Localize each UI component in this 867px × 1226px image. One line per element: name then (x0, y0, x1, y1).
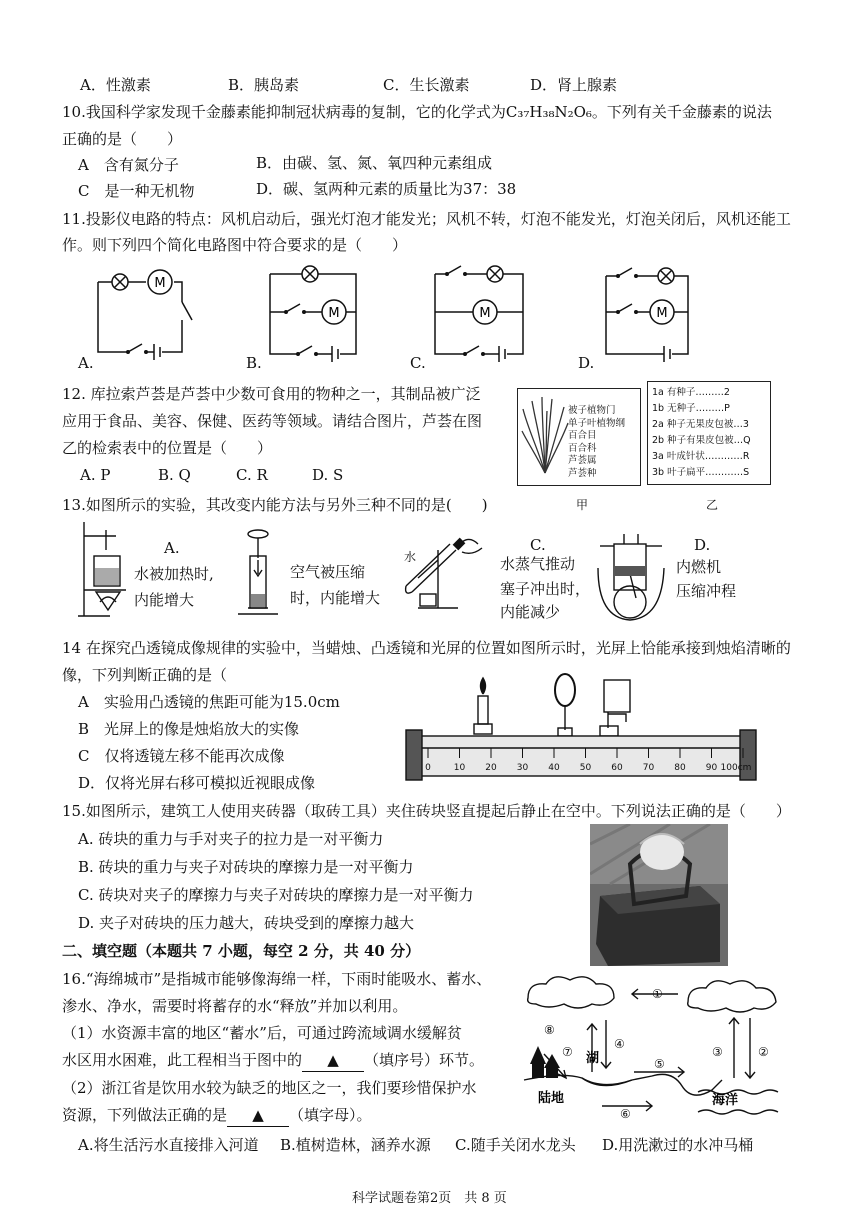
tick-30: 30 (516, 763, 529, 773)
label-4: ④ (614, 1037, 625, 1051)
q15-stem: 15.如图所示，建筑工人使用夹砖器（取砖工具）夹住砖块竖直提起后静止在空中。下列说法正确的是（ ） (62, 802, 791, 820)
key-1a: 1a 有种子………2 (652, 387, 730, 398)
q16-option-d: D.用洗漱过的水冲马桶 (602, 1136, 754, 1154)
engine-figure (594, 528, 670, 624)
taxonomy-phylum: 被子植物门 (568, 405, 616, 416)
heating-water-figure (76, 520, 136, 620)
page-footer: 科学试题卷第2页 共 8 页 (352, 1191, 507, 1206)
q12-option-c: C. R (236, 466, 268, 484)
q13-stem: 13.如图所示的实验，其改变内能方法与另外三种不同的是( ) (62, 496, 488, 514)
q10-option-c: C 是一种无机物 (78, 182, 195, 200)
q16-sub1-text-a: 水区用水困难，此工程相当于图中的 (62, 1051, 303, 1069)
label-3: ③ (712, 1045, 723, 1059)
q12-option-a: A. P (80, 466, 111, 484)
q13-a-text2: 内能增大 (134, 591, 195, 609)
q10-option-a: A 含有氮分子 (78, 156, 179, 174)
q16-blank-1[interactable]: ▲ (302, 1049, 364, 1072)
q14-stem-line2: 像，下列判断正确的是（ (62, 666, 228, 684)
tick-0: 0 (425, 763, 431, 773)
q12-option-b: B. Q (158, 466, 191, 484)
motor-b-label: M (328, 306, 340, 321)
q16-sub2-line2 (62, 1104, 372, 1127)
section2-title: 二、填空题（本题共 7 小题，每空 2 分，共 40 分） (62, 942, 421, 960)
taxonomy-species: 芦荟种 (568, 467, 597, 479)
taxonomy-class: 单子叶植物纲 (568, 417, 626, 429)
motor-d-label: M (656, 306, 668, 321)
q13-b-text2: 时，内能增大 (290, 589, 381, 607)
q14-option-d: D．仅将光屏右移可模拟近视眼成像 (78, 774, 316, 792)
q16-stem-line2: 渗水、净水，需要时将蓄存的水“释放”并加以利用。 (62, 997, 408, 1015)
label-7: ⑦ (562, 1045, 573, 1059)
tick-10: 10 (453, 763, 466, 773)
q15-option-b: B. 砖块的重力与夹子对砖块的摩擦力是一对平衡力 (78, 858, 414, 876)
tick-90: 90 (705, 763, 718, 773)
label-1: ① (652, 987, 663, 1001)
q16-stem-line1: 16.“海绵城市”是指城市能够像海绵一样，下雨时能吸水、蓄水、 (62, 970, 492, 988)
q12-stem-line3: 乙的检索表中的位置是（ ） (62, 439, 273, 457)
optical-bench-figure (400, 666, 765, 790)
q14-stem-line1: 14 在探究凸透镜成像规律的实验中，当蜡烛、凸透镜和光屏的位置如图所示时，光屏上恰能承接到烛焰清晰的 (62, 639, 791, 657)
figure-caption-a: 甲 (576, 498, 589, 512)
circuit-d-label: D. (578, 354, 595, 372)
motor-a-label: M (154, 276, 166, 291)
q10-option-b: B．由碳、氢、氮、氧四种元素组成 (256, 154, 493, 172)
q16-sub1-line1: （1）水资源丰富的地区“蓄水”后，可通过跨流域调水缓解贫 (62, 1024, 462, 1042)
tick-70: 70 (642, 763, 655, 773)
figure-caption-b: 乙 (706, 498, 719, 512)
q13-b-text1: 空气被压缩 (290, 563, 366, 581)
water-cycle-diagram (522, 972, 784, 1128)
steam-plug-figure (398, 530, 488, 616)
brick-clamp-photo (590, 824, 728, 966)
q13-c-label: C. (530, 536, 546, 554)
q16-option-a: A.将生活污水直接排入河道 (78, 1136, 259, 1154)
taxonomy-genus: 芦荟属 (568, 455, 597, 466)
q9-option-a: A．性激素 (80, 76, 151, 94)
q13-a-label: A. (164, 539, 180, 557)
circuit-d (576, 262, 706, 372)
q13-c-text3: 内能减少 (500, 603, 561, 621)
tick-40: 40 (548, 763, 560, 773)
q10-option-d: D．碳、氢两种元素的质量比为37：38 (256, 180, 517, 198)
motor-c-label: M (479, 306, 491, 321)
q12-stem-line1: 12. 库拉索芦荟是芦荟中少数可食用的物种之一，其制品被广泛 (62, 385, 481, 403)
aloe-plant-icon (520, 389, 570, 485)
q15-option-d: D. 夹子对砖块的压力越大，砖块受到的摩擦力越大 (78, 914, 415, 932)
q16-sub1-line2 (62, 1049, 484, 1072)
key-1b: 1b 无种子………P (652, 403, 730, 414)
key-3a: 3a 叶成针状…………R (652, 451, 750, 462)
label-2: ② (758, 1045, 769, 1059)
label-ocean: 海洋 (712, 1093, 739, 1108)
q9-option-d: D．肾上腺素 (530, 76, 618, 94)
circuit-a-label: A. (78, 354, 94, 372)
q9-option-b: B．胰岛素 (228, 76, 300, 94)
label-land: 陆地 (538, 1091, 565, 1106)
key-2a: 2a 种子无果皮包被…3 (652, 419, 749, 430)
q16-sub2-line1: （2）浙江省是饮用水较为缺乏的地区之一，我们要珍惜保护水 (62, 1079, 477, 1097)
q15-option-a: A. 砖块的重力与手对夹子的拉力是一对平衡力 (78, 830, 384, 848)
tick-20: 20 (485, 763, 497, 773)
q16-sub2-text-b: （填字母）。 (289, 1106, 372, 1124)
q13-a-text1: 水被加热时, (134, 565, 214, 583)
q16-blank-2[interactable]: ▲ (227, 1104, 289, 1127)
q13-c-text1: 水蒸气推动 (500, 555, 576, 573)
q11-stem-line2: 作。则下列四个简化电路图中符合要求的是（ ） (62, 236, 408, 254)
q15-option-c: C. 砖块对夹子的摩擦力与夹子对砖块的摩擦力是一对平衡力 (78, 886, 474, 904)
q16-sub1-text-b: （填序号）环节。 (364, 1051, 485, 1069)
q13-d-text2: 压缩冲程 (676, 582, 737, 600)
taxonomy-family: 百合科 (568, 442, 597, 454)
circuit-c-label: C. (410, 354, 426, 372)
q9-option-c: C．生长激素 (383, 76, 470, 94)
q10-stem-line1: 10.我国科学家发现千金藤素能抑制冠状病毒的复制，它的化学式为C₃₇H₃₈N₂O₆。下列有关千金藤素的说法 (62, 103, 772, 121)
key-2b: 2b 种子有果皮包被…Q (652, 435, 751, 446)
tick-100: 100cm (720, 763, 752, 773)
q13-water-label: 水 (404, 550, 417, 564)
q14-option-c: C 仅将透镜左移不能再次成像 (78, 747, 285, 765)
air-compression-figure (228, 528, 288, 620)
circuit-b-label: B. (246, 354, 262, 372)
q16-option-b: B.植树造林，涵养水源 (280, 1136, 431, 1154)
aloe-figure (517, 388, 641, 486)
q13-c-text2: 塞子冲出时， (500, 580, 591, 598)
key-3b: 3b 叶子扁平…………S (652, 467, 750, 478)
q16-sub2-text-a: 资源，下列做法正确的是 (62, 1106, 228, 1124)
q14-option-a: A 实验用凸透镜的焦距可能为15.0cm (78, 693, 340, 711)
label-8: ⑧ (544, 1023, 555, 1037)
q11-stem-line1: 11.投影仪电路的特点：风机启动后，强光灯泡才能发光；风机不转，灯泡不能发光，灯泡关闭后，风机还能工 (62, 210, 791, 228)
tick-50: 50 (579, 763, 592, 773)
q10-stem-line2: 正确的是（ ） (62, 130, 183, 148)
q16-option-c: C.随手关闭水龙头 (455, 1136, 576, 1154)
q12-stem-line2: 应用于食品、美容、保健、医药等领域。请结合图片，芦荟在图 (62, 412, 483, 430)
label-lake: 湖 (586, 1051, 600, 1066)
tick-60: 60 (611, 763, 623, 773)
taxonomy-order: 百合目 (568, 430, 597, 441)
q14-option-b: B 光屏上的像是烛焰放大的实像 (78, 720, 300, 738)
dichotomous-key (647, 381, 771, 485)
label-5: ⑤ (654, 1057, 665, 1071)
q13-d-text1: 内燃机 (676, 558, 722, 576)
tick-80: 80 (674, 763, 686, 773)
q13-d-label: D. (694, 536, 711, 554)
q12-option-d: D. S (312, 466, 344, 484)
label-6: ⑥ (620, 1107, 631, 1121)
